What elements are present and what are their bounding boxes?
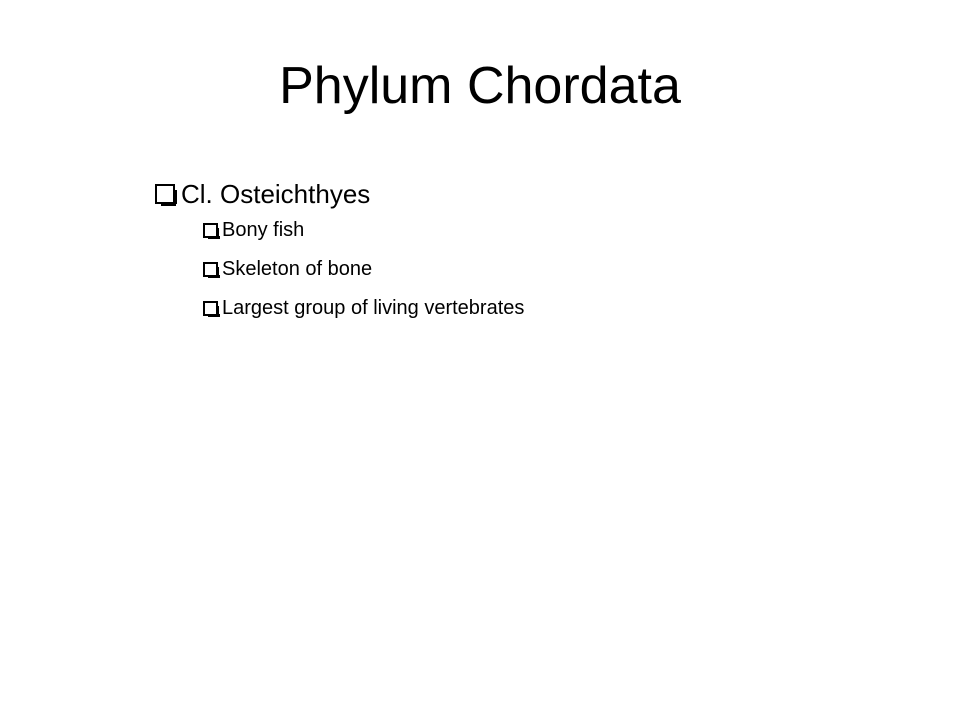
bullet-item-class xyxy=(155,175,524,213)
checkbox-square-icon xyxy=(155,184,175,204)
bullet-list xyxy=(155,175,524,334)
slide-title: Phylum Chordata xyxy=(279,57,681,115)
checkbox-square-icon xyxy=(203,262,218,277)
checkbox-square-icon xyxy=(203,301,218,316)
checkbox-square-icon xyxy=(203,223,218,238)
sub-bullet-text: Largest group of living vertebrates xyxy=(222,297,525,319)
bullet-text: Cl. Osteichthyes xyxy=(181,179,371,209)
sub-bullet-text: Skeleton of bone xyxy=(222,258,373,280)
sub-bullet-item xyxy=(203,295,524,321)
sub-bullet-item xyxy=(203,256,524,282)
sub-bullet-text: Bony fish xyxy=(222,219,305,241)
sub-bullet-item xyxy=(203,217,524,243)
